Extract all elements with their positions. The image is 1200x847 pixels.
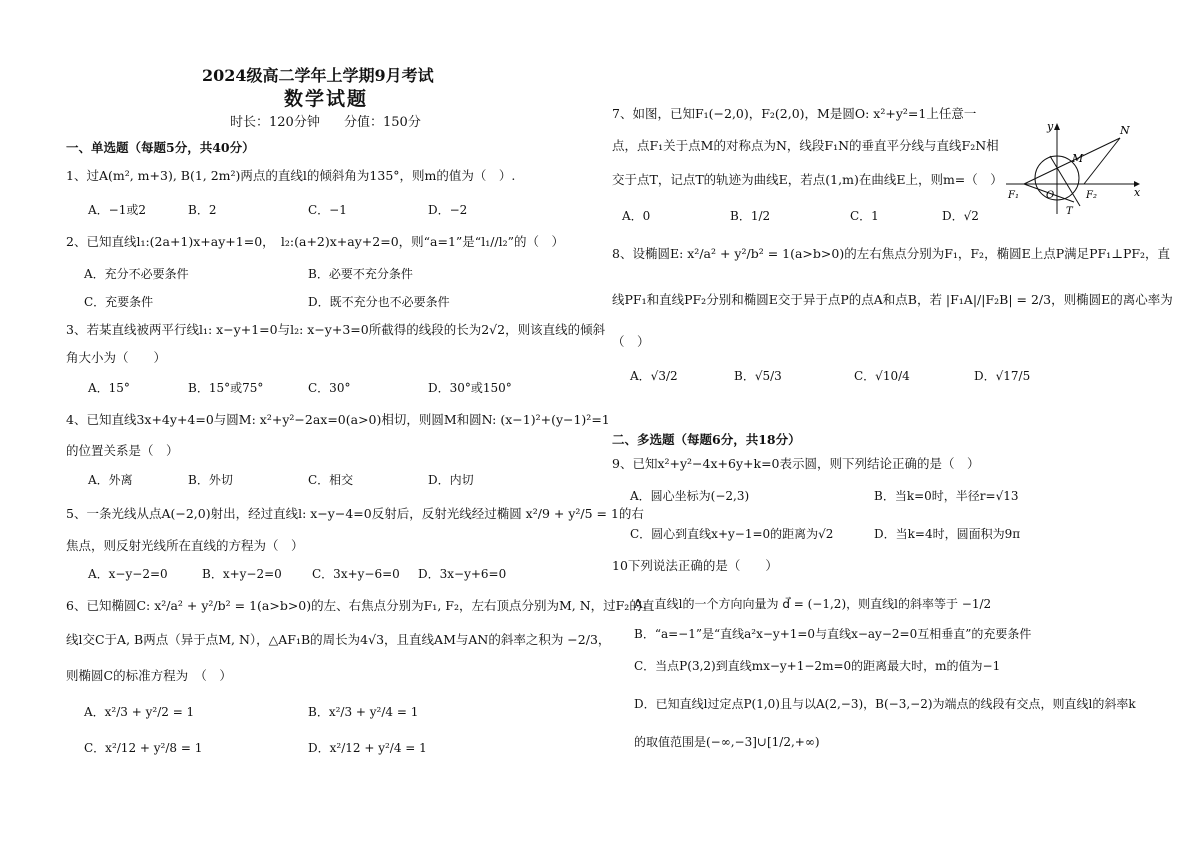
q9-option-d: D．当k=4时，圆面积为9π <box>874 527 1021 541</box>
q5-stem-line1: 5、一条光线从点A(−2,0)射出，经过直线l: x−y−4=0反射后，反射光线经过椭圆 x²/9 + y²/5 = 1的右 <box>66 506 644 521</box>
q4-stem-line2: 的位置关系是（ ） <box>66 443 179 458</box>
y-axis-arrow <box>1054 123 1060 130</box>
q10-option-d-line2: 的取值范围是(−∞,−3]∪[1/2,+∞) <box>634 735 820 749</box>
point-n-label: N <box>1120 124 1130 137</box>
q7-stem-line1: 7、如图，已知F₁(−2,0)，F₂(2,0)，M是圆O: x²+y²=1上任意一 <box>612 106 977 121</box>
q2-option-d: D．既不充分也不必要条件 <box>308 295 450 309</box>
q2-option-c: C．充要条件 <box>84 295 154 309</box>
exam-title: 2024级高二学年上学期9月考试 <box>202 66 434 85</box>
q8-option-d: D．√17/5 <box>974 369 1031 383</box>
q5-stem-line2: 焦点，则反射光线所在直线的方程为（ ） <box>66 538 304 553</box>
x-axis-label: x <box>1134 186 1141 199</box>
q1-stem: 1、过A(m², m+3), B(1, 2m²)两点的直线l的倾斜角为135°，则m的值为（ ）. <box>66 168 516 183</box>
q6-option-b: B．x²/3 + y²/4 = 1 <box>308 705 419 719</box>
q4-option-a: A．外离 <box>88 473 133 487</box>
q1-option-b: B．2 <box>188 203 217 217</box>
q6-stem-line3: 则椭圆C的标准方程为 （ ） <box>66 668 232 683</box>
q2-option-a: A．充分不必要条件 <box>84 267 189 281</box>
exam-duration: 时长：120分钟 <box>230 115 320 130</box>
q7-stem-line3: 交于点T，记点T的轨迹为曲线E，若点(1,m)在曲线E上，则m=（ ） <box>612 172 1003 187</box>
point-t-label: T <box>1066 206 1073 217</box>
q3-option-c: C．30° <box>308 381 351 395</box>
q6-stem-line2: 线l交C于A, B两点（异于点M, N），△AF₁B的周长为4√3，且直线AM与AN的斜率之积为 −2/3， <box>66 632 611 647</box>
q6-option-a: A．x²/3 + y²/2 = 1 <box>84 705 195 719</box>
q3-stem-line2: 角大小为（ ） <box>66 350 167 365</box>
q3-option-b: B．15°或75° <box>188 381 264 395</box>
q8-stem-line2: 线PF₁和直线PF₂分别和椭圆E交于异于点P的点A和点B，若 |F₁A|/|F₂B| = 2/3，则椭圆E的离心率为 <box>612 292 1173 307</box>
y-axis-label: y <box>1047 120 1054 133</box>
q4-stem-line1: 4、已知直线3x+4y+4=0与圆M: x²+y²−2ax=0(a>0)相切，则圆M和圆N: (x−1)²+(y−1)²=1 <box>66 412 610 427</box>
q10-option-c: C．当点P(3,2)到直线mx−y+1−2m=0的距离最大时，m的值为−1 <box>634 659 1001 673</box>
origin-label: O <box>1046 190 1055 201</box>
q7-option-d: D．√2 <box>942 209 979 223</box>
exam-subtitle: 数学试题 <box>284 88 369 110</box>
q5-option-c: C．3x+y−6=0 <box>312 567 400 581</box>
q9-option-b: B．当k=0时，半径r=√13 <box>874 489 1019 503</box>
q5-option-a: A．x−y−2=0 <box>88 567 168 581</box>
q10-option-b: B．“a=−1”是“直线a²x−y+1=0与直线x−ay−2=0互相垂直”的充要条件 <box>634 627 1032 641</box>
q7-option-b: B．1/2 <box>730 209 771 223</box>
q9-option-c: C．圆心到直线x+y−1=0的距离为√2 <box>630 527 834 541</box>
section-heading-multiple-choice: 二、多选题（每题6分，共18分） <box>612 432 801 447</box>
point-f1-label: F₁ <box>1008 190 1019 201</box>
q7-stem-line2: 点，点F₁关于点M的对称点为N，线段F₁N的垂直平分线与直线F₂N相 <box>612 138 999 153</box>
line-n-f2 <box>1084 138 1120 184</box>
q5-option-d: D．3x−y+6=0 <box>418 567 507 581</box>
q1-option-c: C．−1 <box>308 203 347 217</box>
q9-option-a: A．圆心坐标为(−2,3) <box>630 489 750 503</box>
q3-stem-line1: 3、若某直线被两平行线l₁: x−y+1=0与l₂: x−y+3=0所截得的线段的长为2√2，则该直线的倾斜 <box>66 322 606 337</box>
q8-option-a: A．√3/2 <box>630 369 678 383</box>
q8-option-c: C．√10/4 <box>854 369 910 383</box>
q10-option-a: A．直线l的一个方向向量为 d⃗ = (−1,2)，则直线l的斜率等于 −1/2 <box>634 597 992 611</box>
exam-score: 分值：150分 <box>344 115 421 130</box>
q4-option-b: B．外切 <box>188 473 233 487</box>
q1-option-d: D．−2 <box>428 203 468 217</box>
q8-stem-line1: 8、设椭圆E: x²/a² + y²/b² = 1(a>b>0)的左右焦点分别为F₁，F₂，椭圆E上点P满足PF₁⊥PF₂，直 <box>612 246 1171 261</box>
q4-option-c: C．相交 <box>308 473 354 487</box>
q8-option-b: B．√5/3 <box>734 369 782 383</box>
q7-ellipse-figure <box>1002 118 1142 218</box>
q6-option-d: D．x²/12 + y²/4 = 1 <box>308 741 427 755</box>
q8-stem-line3: （ ） <box>612 334 650 349</box>
point-f2-label: F₂ <box>1086 190 1097 201</box>
q3-option-a: A．15° <box>88 381 130 395</box>
q5-option-b: B．x+y−2=0 <box>202 567 282 581</box>
q2-stem: 2、已知直线l₁:(2a+1)x+ay+1=0， l₂:(a+2)x+ay+2=0，则“a=1”是“l₁//l₂”的（ ） <box>66 234 565 249</box>
q6-stem-line1: 6、已知椭圆C: x²/a² + y²/b² = 1(a>b>0)的左、右焦点分别为F₁, F₂，左右顶点分别为M, N，过F₂的直 <box>66 598 655 613</box>
q10-option-d-line1: D．已知直线l过定点P(1,0)且与以A(2,−3)，B(−3,−2)为端点的线段有交点，则直线l的斜率k <box>634 697 1136 711</box>
q9-stem: 9、已知x²+y²−4x+6y+k=0表示圆，则下列结论正确的是（ ） <box>612 456 980 471</box>
q6-option-c: C．x²/12 + y²/8 = 1 <box>84 741 203 755</box>
q10-stem: 10下列说法正确的是（ ） <box>612 558 778 573</box>
q3-option-d: D．30°或150° <box>428 381 512 395</box>
q2-option-b: B．必要不充分条件 <box>308 267 413 281</box>
q7-option-c: C．1 <box>850 209 879 223</box>
point-m-label: M <box>1072 152 1084 165</box>
q1-option-a: A．−1或2 <box>88 203 146 217</box>
q7-option-a: A．0 <box>622 209 651 223</box>
q4-option-d: D．内切 <box>428 473 474 487</box>
section-heading-single-choice: 一、单选题（每题5分，共40分） <box>66 140 255 155</box>
